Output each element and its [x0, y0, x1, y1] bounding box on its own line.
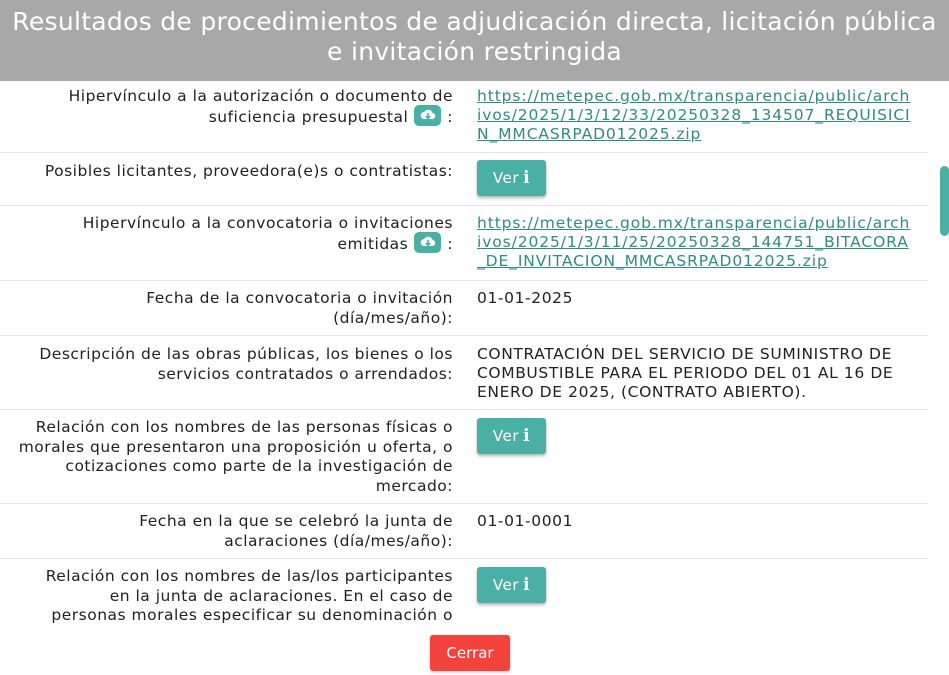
cloud-download-icon[interactable]: [414, 105, 441, 126]
ver-participantes-button[interactable]: Ver i: [477, 567, 546, 603]
row-value: [453, 87, 928, 152]
suficiencia-presupuestal-link[interactable]: https://metepec.gob.mx/transparencia/public/archivos/2025/1/3/12/33/20250328_134507_REQUISICIN_MMCASRPAD012025.zip: [477, 87, 911, 143]
row-value: [453, 418, 928, 503]
row-posibles-licitantes: [0, 153, 928, 206]
row-label: Fecha en la que se celebró la junta de aclaraciones (día/mes/año):: [139, 512, 453, 550]
row-value: 01-01-2025: [477, 289, 574, 307]
row-convocatoria-link: [0, 206, 928, 281]
info-icon: i: [523, 167, 531, 188]
row-value: [453, 160, 928, 205]
modal-header: [0, 0, 949, 81]
modal-body[interactable]: [0, 81, 928, 626]
row-value: 01-01-0001: [477, 512, 574, 530]
row-value: [453, 214, 928, 280]
row-fecha-convocatoria: [0, 281, 928, 336]
row-label: Descripción de las obras públicas, los bienes o los servicios contratados o arrendados:: [39, 345, 453, 383]
scrollbar[interactable]: [937, 81, 949, 626]
modal-title-line-2: e invitación restringida: [327, 37, 622, 66]
row-label: Hipervínculo a la convocatoria o invitaciones emitidas :: [82, 214, 453, 253]
row-fecha-junta: [0, 504, 928, 559]
info-icon: i: [523, 425, 531, 446]
ver-proposiciones-button[interactable]: Ver i: [477, 418, 546, 454]
scrollbar-thumb[interactable]: [940, 166, 949, 236]
row-label: Relación con los nombres de las personas físicas o morales que presentaron una proposición u oferta, o cotizaciones como parte de la investigación de mercado:: [18, 418, 453, 495]
row-suficiencia-presupuestal: [0, 81, 928, 153]
close-button[interactable]: Cerrar: [430, 635, 510, 671]
info-icon: i: [523, 574, 531, 595]
cloud-download-icon[interactable]: [414, 232, 441, 253]
ver-licitantes-button[interactable]: Ver i: [477, 160, 546, 196]
row-label: Hipervínculo a la autorización o documento de suficiencia presupuestal :: [68, 87, 453, 126]
row-relacion-proposiciones: [0, 410, 928, 504]
modal-title-line-1: Resultados de procedimientos de adjudicación directa, licitación pública: [12, 7, 937, 36]
row-value: CONTRATACIÓN DEL SERVICIO DE SUMINISTRO DE COMBUSTIBLE PARA EL PERIODO DEL 01 AL 16 DE ENERO DE 2025, (CONTRATO ABIERTO).: [477, 345, 894, 401]
row-label: Relación con los nombres de las/los participantes en la junta de aclaraciones. En el caso de personas morales especificar su denominación o: [45, 567, 453, 624]
convocatoria-link[interactable]: https://metepec.gob.mx/transparencia/public/archivos/2025/1/3/11/25/20250328_144751_BITACORA_DE_INVITACION_MMCASRPAD012025.zip: [477, 214, 911, 270]
row-label: Fecha de la convocatoria o invitación (día/mes/año):: [146, 289, 453, 327]
row-descripcion: [0, 336, 928, 410]
row-label: Posibles licitantes, proveedora(e)s o contratistas:: [44, 162, 453, 180]
